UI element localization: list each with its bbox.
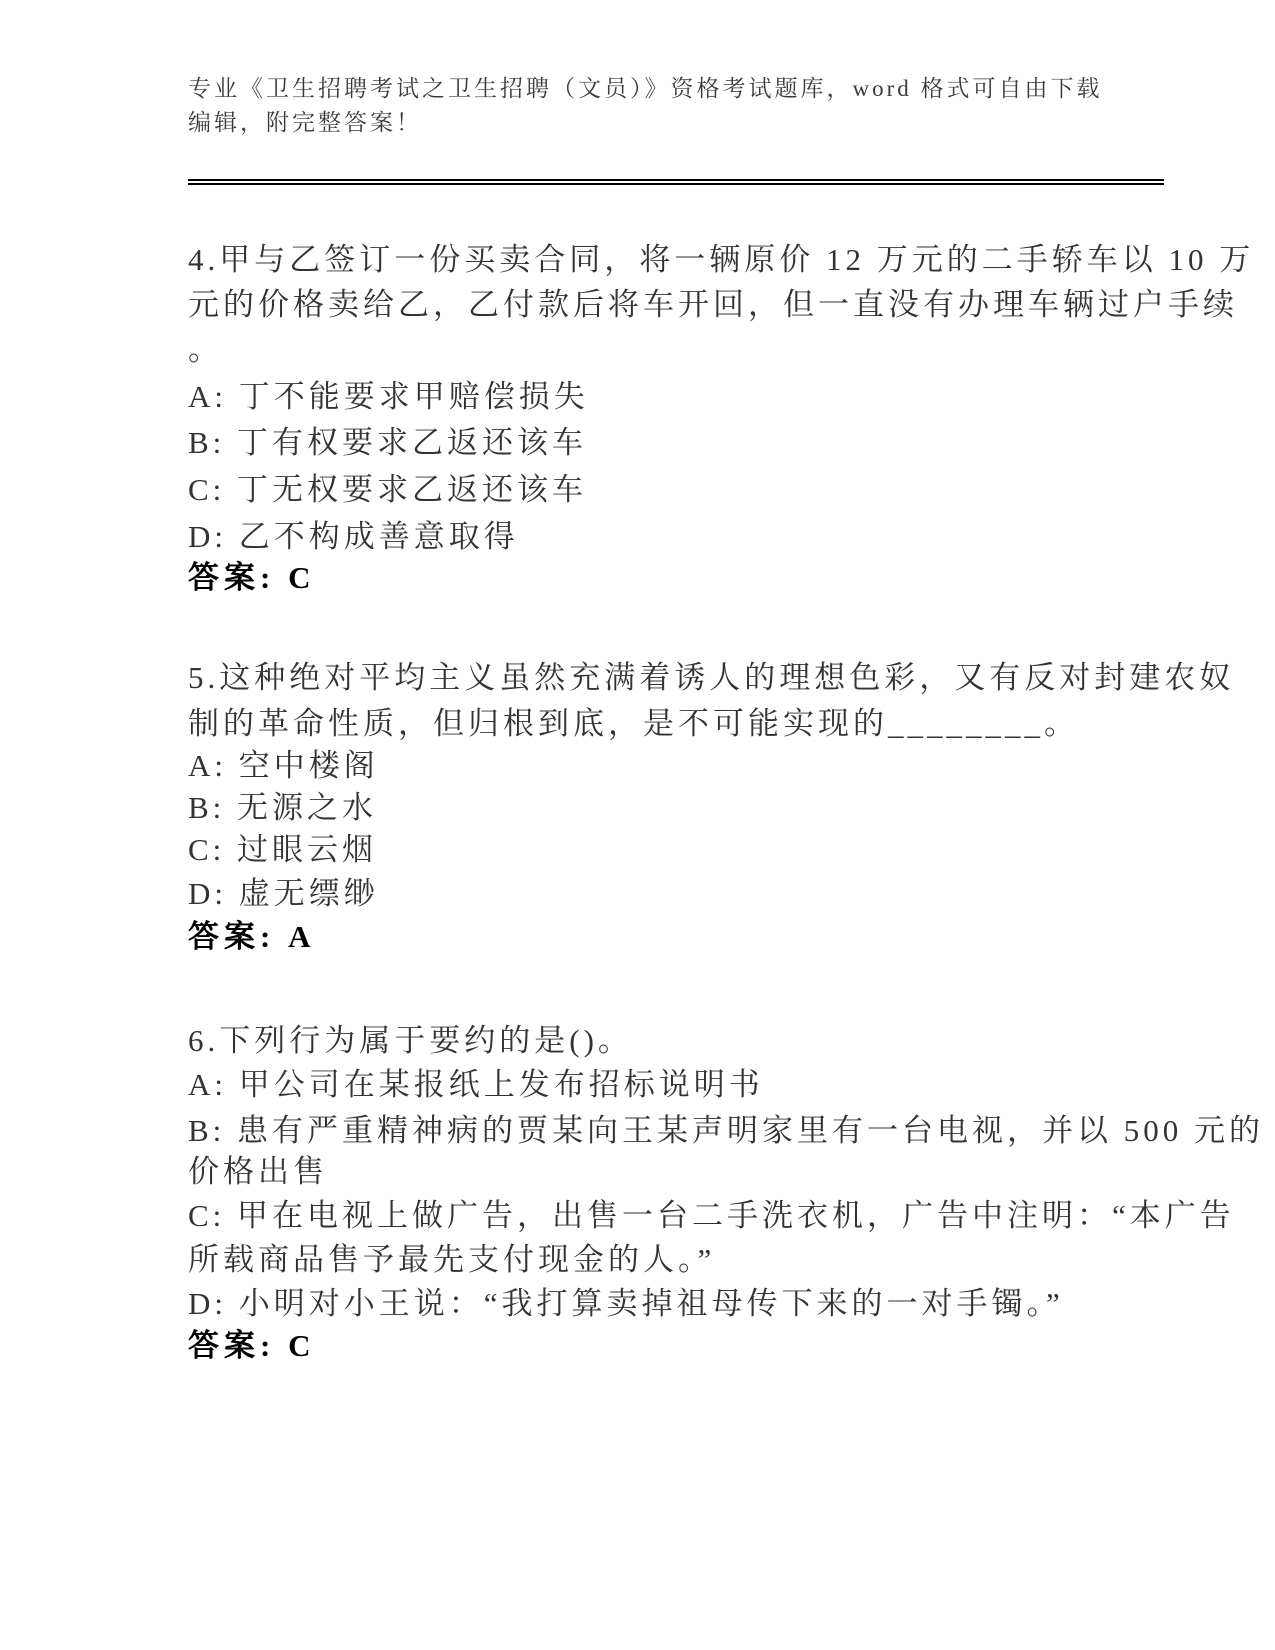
q5-stem-line-1: 5.这种绝对平均主义虽然充满着诱人的理想色彩，又有反对封建农奴	[188, 660, 1235, 695]
q5-option-d: D: 虚无缥缈	[188, 876, 379, 911]
q5-option-c: C: 过眼云烟	[188, 832, 378, 867]
q6-option-c-line-2: 所载商品售予最先支付现金的人。”	[188, 1242, 716, 1277]
q6-option-b-line-2: 价格出售	[188, 1154, 328, 1189]
q6-option-d: D: 小明对小王说：“我打算卖掉祖母传下来的一对手镯。”	[188, 1286, 1064, 1321]
q4-option-a: A: 丁不能要求甲赔偿损失	[188, 379, 589, 414]
q4-stem-line-3: 。	[188, 332, 223, 367]
q5-option-b: B: 无源之水	[188, 790, 378, 825]
q5-stem-line-2: 制的革命性质，但归根到底，是不可能实现的________。	[188, 706, 1079, 741]
q6-answer: 答案: C	[188, 1328, 316, 1363]
q4-stem-line-1: 4.甲与乙签订一份买卖合同，将一辆原价 12 万元的二手轿车以 10 万	[188, 242, 1255, 277]
q4-answer: 答案: C	[188, 560, 316, 595]
q5-option-a: A: 空中楼阁	[188, 748, 379, 783]
q6-stem-line-1: 6.下列行为属于要约的是()。	[188, 1023, 633, 1058]
header-line-2: 编辑，附完整答案！	[188, 110, 422, 135]
q4-option-d: D: 乙不构成善意取得	[188, 519, 519, 554]
q6-option-a: A: 甲公司在某报纸上发布招标说明书	[188, 1067, 764, 1102]
q4-stem-line-2: 元的价格卖给乙，乙付款后将车开回，但一直没有办理车辆过户手续	[188, 287, 1238, 322]
header-line-1: 专业《卫生招聘考试之卫生招聘（文员）》资格考试题库，word 格式可自由下载	[188, 76, 1103, 101]
q6-option-c-line-1: C: 甲在电视上做广告，出售一台二手洗衣机，广告中注明：“本广告	[188, 1198, 1235, 1233]
q6-option-b-line-1: B: 患有严重精神病的贾某向王某声明家里有一台电视，并以 500 元的	[188, 1113, 1265, 1148]
header-divider	[188, 179, 1164, 185]
q4-option-c: C: 丁无权要求乙返还该车	[188, 472, 588, 507]
q5-answer: 答案: A	[188, 919, 316, 954]
q4-option-b: B: 丁有权要求乙返还该车	[188, 425, 588, 460]
